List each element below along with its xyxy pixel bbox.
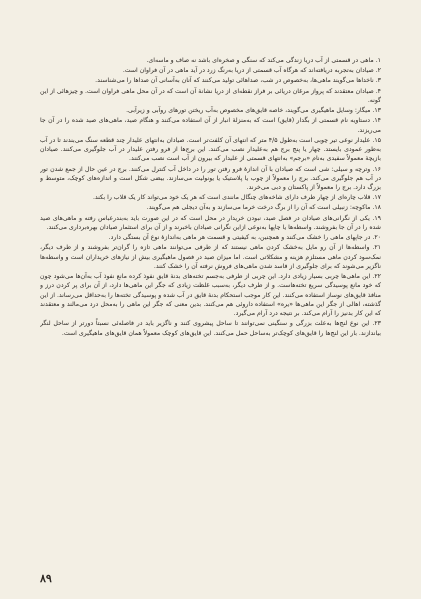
- paragraph-1: ۱. ماهی در قسمتی از آب دریا زندگی می‌کند که سنگی و صخره‌ای باشد نه صاف و ماسه‌ای.: [146, 57, 381, 64]
- paragraph-22: ۲۲. این ماهی‌ها چربی بسیار زیادی دارد. این چربی از طرفی به‌جسم تخته‌های بدنهٔ قایق نفوذ کرده مانع نفوذ آب به‌آن‌ها می‌شود چون که خود مانع پوسیدگی سریع تخته‌هاست. و از طرف دیگر، به‌سبب غلظت زیادی که جگر این ماهی‌ها دارد، از آن برای پر کردن درز و منافذ قایق‌های نوساز استفاده می‌کنند. این کار موجب استحکام بدنهٔ قایق در آب شده و پوسیدگی تخته‌ها را به‌حداقل می‌رساند. از این گذشته، اهالی از جگر این ماهی‌ها «یره» استفاده داروئی هم می‌کنند. بدین معنی که جگر این ماهی را به‌محل درد می‌مالند و معتقدند که این کار بدنیز را آرام می‌کند. بر نتیجه درد آرام می‌گیرد.: [40, 273, 381, 318]
- paragraph-4: ۴. صیادان معتقدند که پرواز مرغان دریائی بر فراز نقطه‌ای از دریا نشانهٔ آن است که در آن محل ماهی فراوان است. و چیزهائی از این گونه.: [40, 87, 381, 104]
- paragraph-23: ۲۳. این نوع لنج‌ها به‌علت بزرگی و سنگینی نمی‌توانند تا ساحل پیشروی کنند و ناگزیر باید در فاصله‌ئی نسبتاً دورتر از ساحل لنگر بیاندازند. بار این لنج‌ها را قایق‌های کوچک‌تر به‌ساحل حمل می‌کنند. این قایق‌های کوچک معمولاً همان قایق‌های ماهیگیری است.: [40, 320, 381, 337]
- paragraph-14: ۱۴. دستاویه نام قسمتی از بگدار (قایق) است که به‌منزلهٔ انبار از آن استفاده می‌کنند و هنگام صید، ماهی‌های صید شده را در آن جا می‌ریزند.: [40, 117, 381, 134]
- page-number: ۸۹: [40, 572, 52, 585]
- paragraph-13: ۱۳. میگار: وسایل ماهیگیری می‌گویند، خاصه قایق‌های مخصوص به‌آب ریختن تورهای روآبی و زیرآبی.: [126, 107, 381, 115]
- paragraph-15: ۱۵. علیدار نوعی تیر چوبی است به‌طول ۴/۵ متر که انتهای آن کلفت‌تر است. صیادان به‌انتهای علیدار چند قطعه سنگ می‌بندند تا در آب به‌طور عمودی بایستد. چهار یا پنج برج هم به‌علیدار نصب می‌کنند. این برج‌ها از فرو رفتن علیدار در آب جلوگیری می‌کنند. صیادان بازیچهٔ معمولاً سفیدی به‌نام «برجم» به‌انتهای قسمتی از علیدار که بیرون از آب است نصب می‌کنند.: [40, 136, 381, 163]
- paragraph-18: ۱۸. ماکوچه: زنبیلی است که آن را از برگ درخت خرما می‌سازند و به‌آن دیجلی هم می‌گویند.: [146, 204, 381, 212]
- paragraph-21: ۲۱. واسطه‌ها از آن رو مایل به‌خشک کردن ماهی نیستند که از طرفی می‌توانند ماهی تازه را گران‌تر بفروشند و از طرف دیگر، نمک‌سود کردن ماهی مستلزم هزینه و مشکلاتی است. اما میزان صید در فصول ماهیگیری بیش از نیازهای خریداران است و واسطه‌ها ناگزیر می‌شوند که برای جلوگیری از فاسد شدن ماهی‌های فروش نرفته آن را خشک کنند.: [40, 244, 381, 270]
- paragraph-3: ۳. ناخداها می‌گویند ماهی‌ها، به‌خصوص در شب، صداهائی تولید می‌کنند که آنان به‌آسانی آن صداها را می‌شناسند.: [95, 77, 381, 85]
- paragraph-16: ۱۶. وترچه و سیلی: شی است که صیادان با آن اندازهٔ فرو رفتن تور را در داخل آب کنترل می‌کنند. برج در عین حال از جمع شدن تور در آب هم جلوگیری می‌کند. برج را معمولاً از چوب یا پلاستیک یا یونولیت می‌سازند. بیضی شکل است و اندازه‌های کوچک، متوسط و بزرگ دارد. برج را معمولاً از پاکستان و دبی می‌خرند.: [40, 165, 381, 192]
- paragraph-17: ۱۷. قلاب چاره‌ای از چهار طرف دارای شاخه‌های چنگال مانندی است که هر یک خود می‌تواند کار یک قلاب را بکند.: [92, 194, 381, 202]
- paragraph-19: ۱۹. یکی از نگرانی‌های صیادان در فصل صید، نبودن خریدار در محل است که در این صورت باید به‌بندرعباس رفته و ماهی‌های صید شده را در آن جا بفروشند. واسطه‌ها یا چاپها به‌نوعی ازاین نگرانی صیادان باخبرند و از آن برای استثمار صیادان بهره‌برداری می‌کنند.: [40, 214, 381, 231]
- paragraph-2: ۲. صیادان به‌تجربه دریافته‌اند که هرگاه آب قسمتی از دریا به‌رنگ زرد در آید ماهی در آن فراوان است.: [122, 67, 381, 75]
- body-text: [40, 56, 381, 339]
- paragraph-20: ۲۰. در جاپهای ماهی را خشک می‌کنند و همچنین، به کیفیتی و قسمت هر ماهی به‌اندازهٔ نوع آن بستگی دارد.: [108, 234, 381, 242]
